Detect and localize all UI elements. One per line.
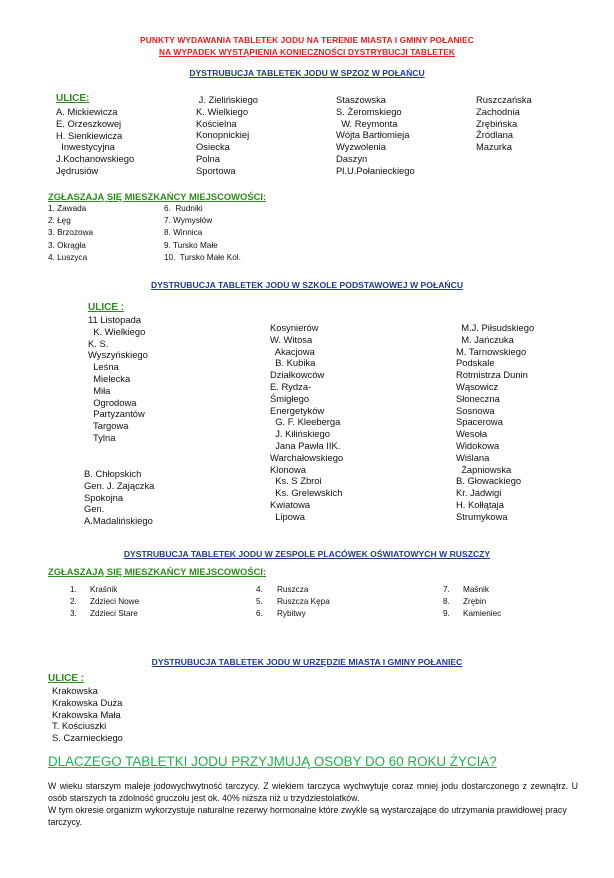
list-item: H. Sienkiewicza — [56, 129, 123, 141]
list-item: Maśnik — [463, 585, 489, 594]
list-item: Wąsowicz — [456, 380, 499, 392]
s2-col1b — [84, 468, 154, 527]
list-item: Sosnowa — [456, 404, 495, 416]
s1-villages-col1 — [48, 203, 93, 264]
list-item: Strumykowa — [456, 510, 508, 522]
list-item: 10. Tursko Małe Kol. — [164, 252, 241, 262]
section-urzad-title: DYSTRUBUCJA TABLETEK JODU W URZĘDZIE MIASTA I GMINY POŁANIEC — [151, 657, 463, 667]
list-item: 8. — [443, 597, 450, 606]
list-item: Polna — [196, 152, 220, 164]
list-item: W. Reymonta — [336, 117, 398, 129]
list-item: 6. — [256, 609, 263, 618]
list-item: J.Kochanowskiego — [56, 153, 135, 165]
s3-col2 — [277, 584, 330, 620]
s4-col1 — [52, 685, 123, 744]
s2-col2 — [270, 322, 343, 523]
list-item: Śmigłego — [270, 392, 310, 404]
list-item: Kościelna — [196, 117, 237, 129]
list-item: Ogrodowa — [88, 396, 137, 408]
list-item: Wyszyńskiego — [88, 349, 148, 361]
list-item: B. Kubika — [270, 357, 316, 369]
s1-col4 — [476, 94, 532, 153]
list-item: Kosynierów — [270, 322, 319, 333]
list-item: G. F. Kleeberga — [270, 416, 341, 428]
list-item: 3. — [70, 609, 77, 618]
s3-nums3 — [443, 584, 450, 620]
list-item: Tylna — [88, 431, 116, 443]
s1-streets-label: ULICE: — [56, 93, 90, 104]
list-item: Kr. Jadwigi — [456, 487, 502, 499]
list-item: Kwiatowa — [270, 498, 311, 510]
s1-col1 — [56, 106, 134, 177]
list-item: 1. — [70, 585, 77, 594]
list-item: Działkowców — [270, 369, 325, 381]
list-item: Rybitwy — [277, 609, 306, 618]
list-item: 3. Brzozowa — [48, 228, 94, 238]
list-item: S. Żeromskiego — [336, 105, 402, 117]
list-item: Słoneczna — [456, 392, 500, 404]
list-item: W. Witosa — [270, 333, 313, 345]
list-item: Kamieniec — [463, 609, 502, 618]
list-item: Ks. Grelewskich — [270, 487, 343, 499]
list-item: Spokojna — [84, 491, 124, 503]
s3-villages-label: ZGŁASZAJĄ SIĘ MIESZKAŃCY MIEJSCOWOŚCI: — [48, 566, 267, 577]
list-item: 5. — [256, 597, 263, 606]
list-item: K. Wielkiego — [88, 325, 146, 337]
list-item: Zachodnia — [476, 105, 520, 117]
list-item: 9. Tursko Małe — [164, 240, 218, 250]
list-item: Miła — [88, 384, 111, 396]
list-item: Krakowska — [52, 685, 98, 696]
list-item: 7. — [443, 585, 450, 594]
list-item: K. Wielkiego — [196, 105, 249, 117]
list-item: Pl.U.Połanieckiego — [336, 164, 415, 176]
list-item: Klonowa — [270, 463, 306, 475]
list-item: 11 Listopada — [88, 314, 141, 325]
list-item: E. Rydza- — [270, 380, 312, 392]
list-item: Żapniowska — [456, 463, 512, 475]
list-item: Konopnickiej — [196, 129, 250, 141]
list-item: 4. — [256, 585, 263, 594]
list-item: Leśna — [88, 361, 119, 373]
list-item: Jędrusiów — [56, 164, 99, 176]
list-item: Inwestycyjna — [56, 141, 115, 153]
list-item: Krakowska Duża — [52, 696, 123, 708]
why-paragraph-1: W wieku starszym maleje jodowychwytność tarczycy. Z wiekiem tarczyca wychwytuje coraz mniej jodu dostarczonego z zewnątrz. U osób starszych ta zdolność gruczołu jest ok. 40% niższa niż u trzydziestolatków. — [48, 781, 578, 803]
list-item: Krakowska Mała — [52, 708, 121, 720]
list-item: E. Orzeszkowej — [56, 117, 122, 129]
section-spzoz-title: DYSTRUBUCJA TABLETEK JODU W SPZOZ W POŁAŃCU — [189, 68, 425, 78]
list-item: Kraśnik — [90, 585, 118, 594]
s4-streets-label: ULICE : — [48, 673, 85, 684]
list-item: 2. — [70, 597, 77, 606]
list-item: 8. Winnica — [164, 228, 203, 238]
s3-col1 — [90, 584, 139, 620]
s1-villages-col2 — [164, 203, 241, 264]
list-item: Partyzantów — [88, 408, 145, 420]
list-item: 9. — [443, 609, 450, 618]
list-item: 2. Łęg — [48, 216, 71, 226]
list-item: Zdzieci Stare — [90, 609, 138, 618]
list-item: Akacjowa — [270, 345, 315, 357]
list-item: A. Mickiewicza — [56, 106, 118, 117]
list-item: M. Jańczuka — [456, 333, 514, 345]
why-paragraph — [48, 780, 578, 828]
list-item: Ruszczańska — [476, 94, 532, 105]
why-heading: DLACZEGO TABLETKI JODU PRZYJMUJĄ OSOBY DO 60 ROKU ŻYCIA? — [48, 754, 497, 769]
list-item: S. Czarnieckiego — [52, 732, 123, 744]
header-line-2: NA WYPADEK WYSTĄPIENIA KONIECZNOŚCI DYSTRYBUCJI TABLETEK — [158, 47, 456, 57]
list-item: H. Kołłątaja — [456, 498, 504, 510]
list-item: Wesoła — [456, 428, 488, 440]
list-item: 4. Luszyca — [48, 252, 88, 262]
list-item: Sportowa — [196, 164, 236, 176]
list-item: Zrębińska — [476, 117, 518, 129]
list-item: Ks. S Zbroi — [270, 475, 322, 487]
list-item: Daszyn — [336, 152, 368, 164]
s3-nums1 — [70, 584, 77, 620]
list-item: Lipowa — [270, 510, 305, 522]
list-item: Energetyków — [270, 404, 325, 416]
section-ruszcza-title: DYSTRUBUCJA TABLETEK JODU W ZESPOLE PLACÓWEK OŚWIATOWYCH W RUSZCZY — [123, 549, 491, 559]
s3-nums2 — [256, 584, 263, 620]
list-item: J. Zielińskiego — [196, 94, 259, 105]
s2-streets-label: ULICE : — [88, 302, 125, 313]
list-item: Spacerowa — [456, 416, 503, 428]
list-item: Mazurka — [476, 141, 512, 153]
list-item: Ruszcza — [277, 585, 309, 594]
list-item: 3. Okrągła — [48, 240, 86, 250]
s2-col3 — [456, 322, 534, 523]
list-item: Jana Pawła IIK. — [270, 439, 341, 451]
list-item: K. S. — [88, 337, 109, 349]
list-item: 6. Rudniki — [164, 204, 203, 213]
s1-col3 — [336, 94, 415, 177]
s2-col1a — [88, 314, 148, 444]
s1-col2 — [196, 94, 258, 177]
list-item: Osiecka — [196, 141, 230, 153]
list-item: Rotmistrza Dunin — [456, 369, 528, 381]
list-item: Wiślana — [456, 451, 490, 463]
list-item: Staszowska — [336, 94, 387, 105]
list-item: J. Kilińskiego — [270, 428, 330, 440]
s3-col3 — [463, 584, 501, 620]
list-item: T. Kościuszki — [52, 720, 107, 732]
why-paragraph-2: W tym okresie organizm wykorzystuje naturalne rezerwy hormonalne które zwykle są wystarczające do utrzymania prawidłowej pracy tarczycy. — [48, 805, 567, 827]
list-item: Źródlana — [476, 129, 514, 141]
list-item: Mielecka — [88, 372, 131, 384]
list-item: 7. Wymysłów — [164, 216, 213, 226]
section-school-title: DYSTRUBUCJA TABLETEK JODU W SZKOLE PODSTAWOWEJ W POŁAŃCU — [150, 280, 464, 290]
list-item: M.J. Piłsudskiego — [456, 322, 535, 333]
s1-villages-label: ZGŁASZAJĄ SIĘ MIESZKAŃCY MIEJSCOWOŚCI: — [48, 191, 267, 202]
list-item: Warchałowskiego — [270, 451, 344, 463]
list-item: Wyzwolenia — [336, 141, 386, 153]
list-item: Ruszcza Kępa — [277, 597, 330, 606]
list-item: Zdzieci Nowe — [90, 597, 140, 606]
list-item: A.Madalińskiego — [84, 515, 153, 527]
list-item: Zrębin — [463, 597, 487, 606]
list-item: B. Głowackiego — [456, 475, 522, 487]
header-line-1: PUNKTY WYDAWANIA TABLETEK JODU NA TERENIE MIASTA I GMINY POŁANIEC — [140, 35, 474, 45]
list-item: Gen. — [84, 503, 105, 515]
list-item: Widokowa — [456, 439, 500, 451]
list-item: B. Chłopskich — [84, 468, 142, 479]
list-item: Targowa — [88, 420, 129, 432]
list-item: Gen. J. Zajączka — [84, 479, 155, 491]
list-item: 1. Zawada — [48, 204, 87, 213]
list-item: M. Tarnowskiego — [456, 345, 527, 357]
list-item: Podskale — [456, 357, 495, 369]
list-item: Wójta Bartłomieja — [336, 129, 410, 141]
